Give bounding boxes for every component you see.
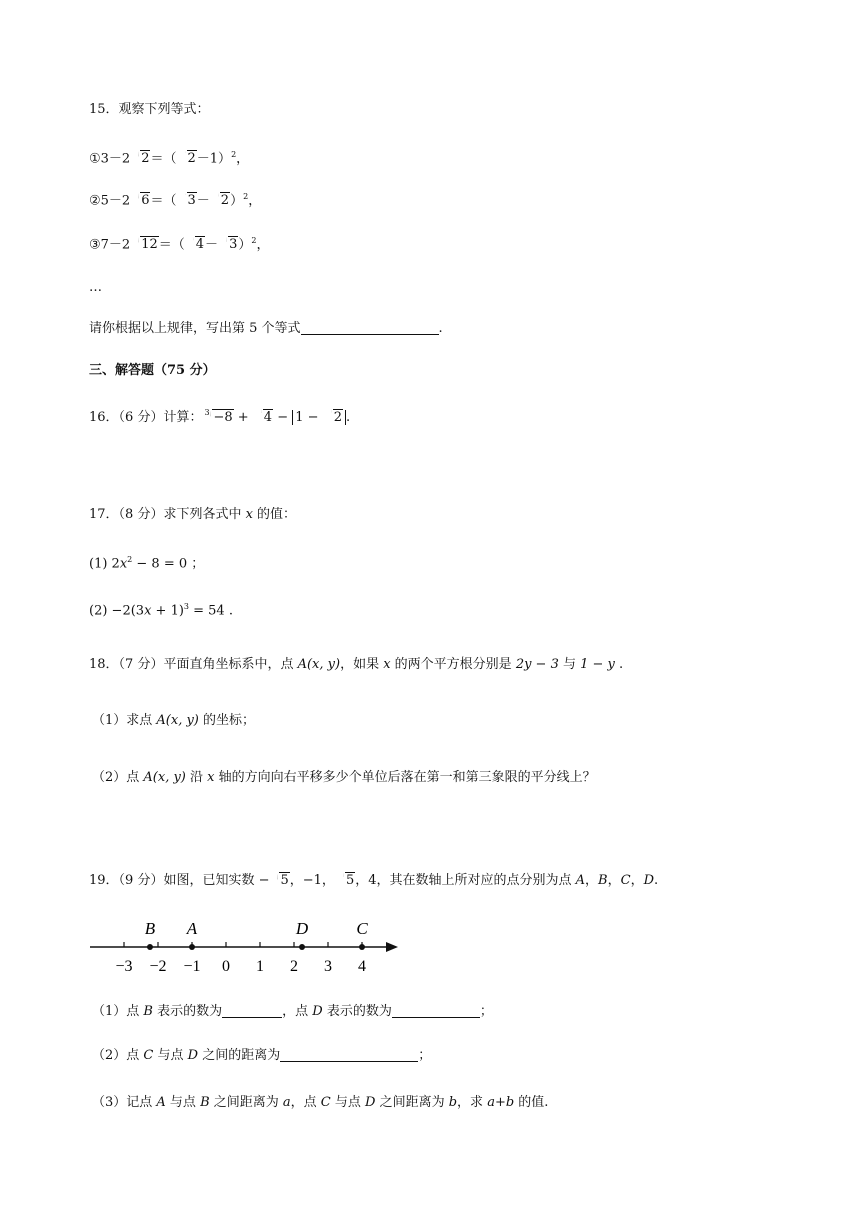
- q17-part1: (1) $2x^2 - 8 = 0$ ；: [89, 555, 205, 572]
- tick-label: 1: [256, 958, 264, 975]
- answer-blank[interactable]: [301, 320, 439, 335]
- q19-part3: （3）记点 A 与点 B 之间距离为 a，点 C 与点 D 之间距离为 b，求 a+b 的值.: [92, 1095, 549, 1110]
- tick-label: 4: [358, 958, 366, 975]
- tick-label: 2: [290, 958, 298, 975]
- tick-label: 3: [324, 958, 332, 975]
- q15-eq2: ②5－2 6＝（ 3－ 2）$^2$，: [89, 187, 261, 211]
- point-label-A: A: [186, 919, 198, 938]
- q17-title: 17．（8 分）求下列各式中 x 的值：: [89, 507, 297, 522]
- q19-part1: （1）点 B 表示的数为 ，点 D 表示的数为 ；: [92, 1004, 493, 1019]
- q19-part2: （2）点 C 与点 D 之间的距离为 ；: [92, 1048, 432, 1063]
- q18-part2: （2）点 A(x, y) 沿 x 轴的方向向右平移多少个单位后落在第一和第三象限的平分线上？: [92, 770, 596, 785]
- tick-label: −2: [149, 958, 167, 975]
- answer-blank-d[interactable]: [392, 1003, 480, 1018]
- absolute-value: 1 − 2: [292, 410, 346, 425]
- answer-blank-b[interactable]: [222, 1003, 282, 1018]
- q18-title: 18．（7 分）平面直角坐标系中，点 A(x, y)，如果 x 的两个平方根分别是 2y − 3 与 1 − y .: [89, 657, 624, 672]
- q15-eq1: ①3－2 2＝（ 2－1）$^2$，: [89, 145, 249, 169]
- q16: 16．（6 分）计算： 3 −8 + 4 − 1 − 2 .: [89, 408, 350, 428]
- point-D: [299, 944, 305, 950]
- point-B: [147, 944, 153, 950]
- q19-title: 19．（9 分）如图，已知实数 − 5，−1， 5，4，其在数轴上所对应的点分别为点 A，B，C，D.: [89, 871, 658, 891]
- q15-ellipsis: …: [89, 280, 102, 295]
- point-label-B: B: [144, 919, 156, 938]
- tick-label: −3: [115, 958, 133, 975]
- tick-label: −1: [183, 958, 201, 975]
- point-A: [189, 944, 195, 950]
- q17-part2: $(2) -2(3x + 1)^3 = 54$ .: [89, 602, 233, 619]
- q15-title: 15．观察下列等式：: [89, 102, 210, 117]
- answer-blank-cd[interactable]: [280, 1047, 418, 1062]
- q15-eq3: ③7－2 12＝（ 4－ 3）$^2$，: [89, 231, 269, 255]
- section-title: 三、解答题（75 分）: [89, 363, 216, 378]
- tick-label: 0: [222, 958, 230, 975]
- cube-root: 3 −8: [203, 408, 233, 428]
- point-C: [359, 944, 365, 950]
- q18-part1: （1）求点 A(x, y) 的坐标；: [92, 713, 256, 728]
- number-line: [88, 912, 408, 982]
- q15-question: 请你根据以上规律，写出第 5 个等式 .: [89, 321, 443, 336]
- point-label-C: C: [356, 919, 368, 938]
- sqrt-symbol: 2: [131, 149, 150, 169]
- point-label-D: D: [295, 919, 309, 938]
- arrow-icon: [386, 942, 398, 952]
